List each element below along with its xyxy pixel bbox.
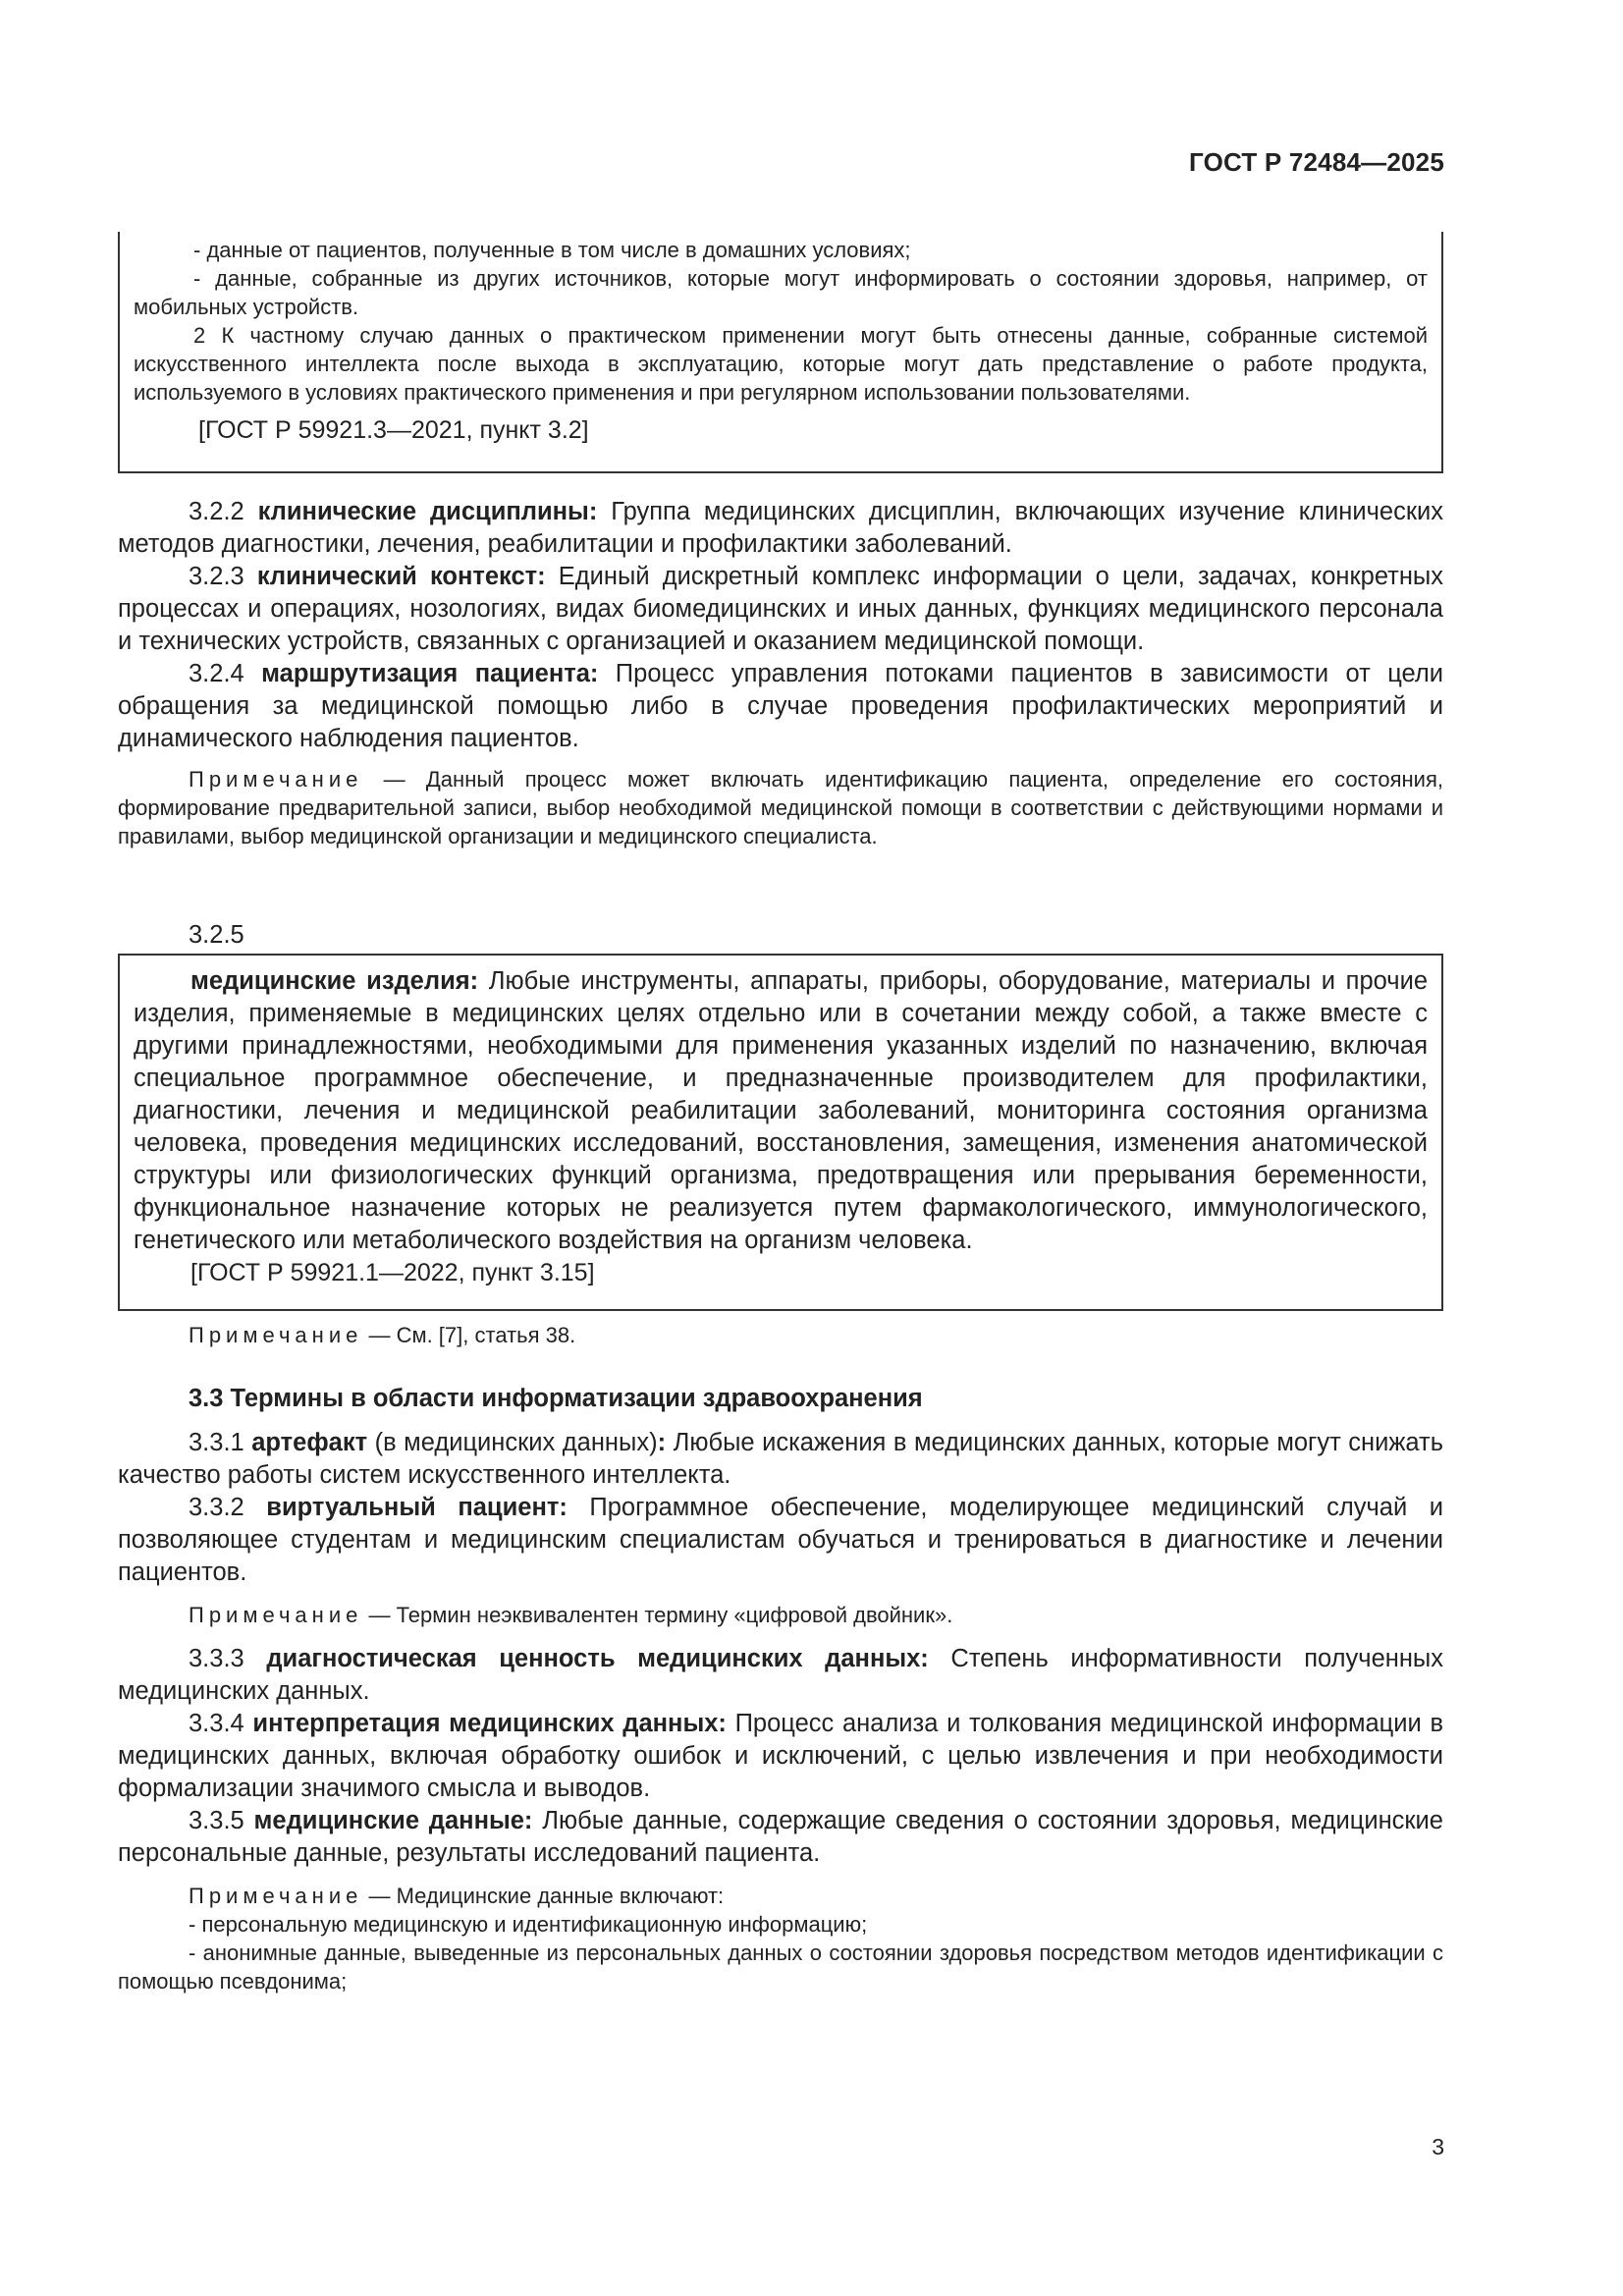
term-definition: Любые инструменты, аппараты, приборы, оборудование, материалы и прочие изделия, применяемые в медицинских целях отдельно или в сочетании между собой, а также вместе с другими принадлежностями, необходимыми для применения указанных изделий по назначению, включая специальное программное обеспечение, и предназначенные производителем для профилактики, диагностики, лечения и медицинской реабилитации заболеваний, мониторинга состояния организма человека, проведения медицинских исследований, восстановления, замещения, изменения анатомической структуры или физиологических функций организма, предотвращения или прерывания беременности, функциональное назначение которых не реализуется путем фармакологического, иммунологического, генетического или метаболического воздействия на организм человека. <box>134 967 1429 1254</box>
definition-box-continuation <box>118 232 1443 473</box>
list-item: - анонимные данные, выведенные из персональных данных о состоянии здоровья посредством методов идентификации с помощью псевдонима; <box>118 1941 1443 1994</box>
term-number: 3.2.3 <box>189 563 244 590</box>
term-3-3-5 <box>118 1805 1443 1870</box>
term-definition: Степень информативности полученных медицинских данных. <box>118 1645 1443 1705</box>
term-definition: Единый дискретный комплекс информации о цели, задачах, конкретных процессах и операциях, нозологиях, видах биомедицинских и иных данных, функциях медицинского персонала и технических устройств, связанных с организацией и оказанием медицинской помощи. <box>118 563 1443 655</box>
page-number: 3 <box>1432 2134 1444 2159</box>
source-reference: [ГОСТ Р 59921.1—2022, пункт 3.15] <box>190 1259 595 1286</box>
term-number: 3.2.2 <box>189 498 244 525</box>
term-number: 3.3.5 <box>189 1807 244 1834</box>
term-title: артефакт <box>251 1429 368 1456</box>
term-title: маршрутизация пациента: <box>261 660 599 687</box>
terms-block-33 <box>118 1321 1443 1995</box>
note-label: Примечание <box>189 767 363 792</box>
term-3-3-3 <box>118 1643 1443 1708</box>
list-item: - данные от пациентов, полученные в том числе в домашних условиях; <box>193 238 911 262</box>
note-2: 2 К частному случаю данных о практическом применении могут быть отнесены данные, собранные системой искусственного интеллекта после выхода в эксплуатацию, которые могут дать представление о работе продукта, используемого в условиях практического применения и при регулярном использовании пользователями. <box>134 323 1428 405</box>
note-label: Примечание <box>189 1884 363 1908</box>
term-3-2-3 <box>118 561 1443 658</box>
term-title: медицинские изделия: <box>190 967 479 995</box>
term-3-2-5 <box>134 965 1428 1257</box>
term-title: интерпретация медицинских данных: <box>252 1710 727 1737</box>
list-item: - данные, собранные из других источников, которые могут информировать о состоянии здоровья, например, от мобильных устройств. <box>134 266 1428 319</box>
term-definition: Программное обеспечение, моделирующее медицинский случай и позволяющее студентам и медицинским специалистам обучаться и тренироваться в диагностике и лечении пациентов. <box>118 1494 1444 1586</box>
term-definition: Любые данные, содержащие сведения о состоянии здоровья, медицинские персональные данные, результаты исследований пациента. <box>118 1807 1443 1867</box>
term-title: диагностическая ценность медицинских данных: <box>266 1645 929 1672</box>
term-definition: Любые искажения в медицинских данных, которые могут снижать качество работы систем искусственного интеллекта. <box>118 1429 1443 1489</box>
term-title: клинический контекст: <box>256 563 546 590</box>
term-number: 3.3.3 <box>189 1645 244 1672</box>
term-3-3-4 <box>118 1708 1443 1805</box>
term-number: 3.2.5 <box>189 921 244 949</box>
term-number: 3.3.1 <box>189 1429 244 1456</box>
term-title: виртуальный пациент: <box>266 1494 568 1521</box>
term-3-2-2 <box>118 496 1443 561</box>
term-3-3-2 <box>118 1492 1443 1589</box>
term-number: 3.3.2 <box>189 1494 244 1521</box>
definition-box-3-2-5 <box>118 954 1443 1311</box>
term-qualifier: (в медицинских данных) <box>367 1429 658 1456</box>
note-3-3-5 <box>118 1882 1443 1910</box>
note-text: — См. [7], статья 38. <box>362 1323 576 1347</box>
term-3-2-4 <box>118 658 1443 755</box>
term-title: клинические дисциплины: <box>257 498 598 525</box>
document-header-code: ГОСТ Р 72484—2025 <box>1189 147 1444 177</box>
term-3-3-1 <box>118 1427 1443 1492</box>
note-3-2-5 <box>118 1321 1443 1349</box>
note-label: Примечание <box>189 1603 363 1627</box>
term-definition: Процесс анализа и толкования медицинской информации в медицинских данных, включая обработку ошибок и исключений, с целью извлечения и при необходимости формализации значимого смысла и выводов. <box>118 1710 1443 1802</box>
term-definition: Группа медицинских дисциплин, включающих изучение клинических методов диагностики, лечения, реабилитации и профилактики заболеваний. <box>118 498 1443 558</box>
note-label: Примечание <box>189 1323 363 1347</box>
note-3-2-4 <box>118 765 1443 850</box>
term-title: медицинские данные: <box>253 1807 533 1834</box>
term-number: 3.2.4 <box>189 660 244 687</box>
term-3-2-5-number-row <box>118 919 1443 952</box>
note-text: — Медицинские данные включают: <box>362 1884 725 1908</box>
section-heading: 3.3 Термины в области информатизации здравоохранения <box>189 1385 923 1412</box>
note-3-3-2 <box>118 1601 1443 1629</box>
term-colon: : <box>657 1429 667 1456</box>
term-number: 3.3.4 <box>189 1710 244 1737</box>
terms-block-322-324 <box>118 496 1443 850</box>
source-reference: [ГОСТ Р 59921.3—2021, пункт 3.2] <box>198 416 589 444</box>
list-item: - персональную медицинскую и идентификационную информацию; <box>189 1912 868 1937</box>
note-text: — Данный процесс может включать идентификацию пациента, определение его состояния, формирование предварительной записи, выбор необходимой медицинской помощи в соответствии с действующими нормами и правилами, выбор медицинской организации и медицинского специалиста. <box>118 767 1443 848</box>
note-text: — Термин неэквивалентен термину «цифровой двойник». <box>362 1603 953 1627</box>
term-definition: Процесс управления потоками пациентов в зависимости от цели обращения за медицинской помощью либо в случае проведения профилактических мероприятий и динамического наблюдения пациентов. <box>118 660 1443 752</box>
